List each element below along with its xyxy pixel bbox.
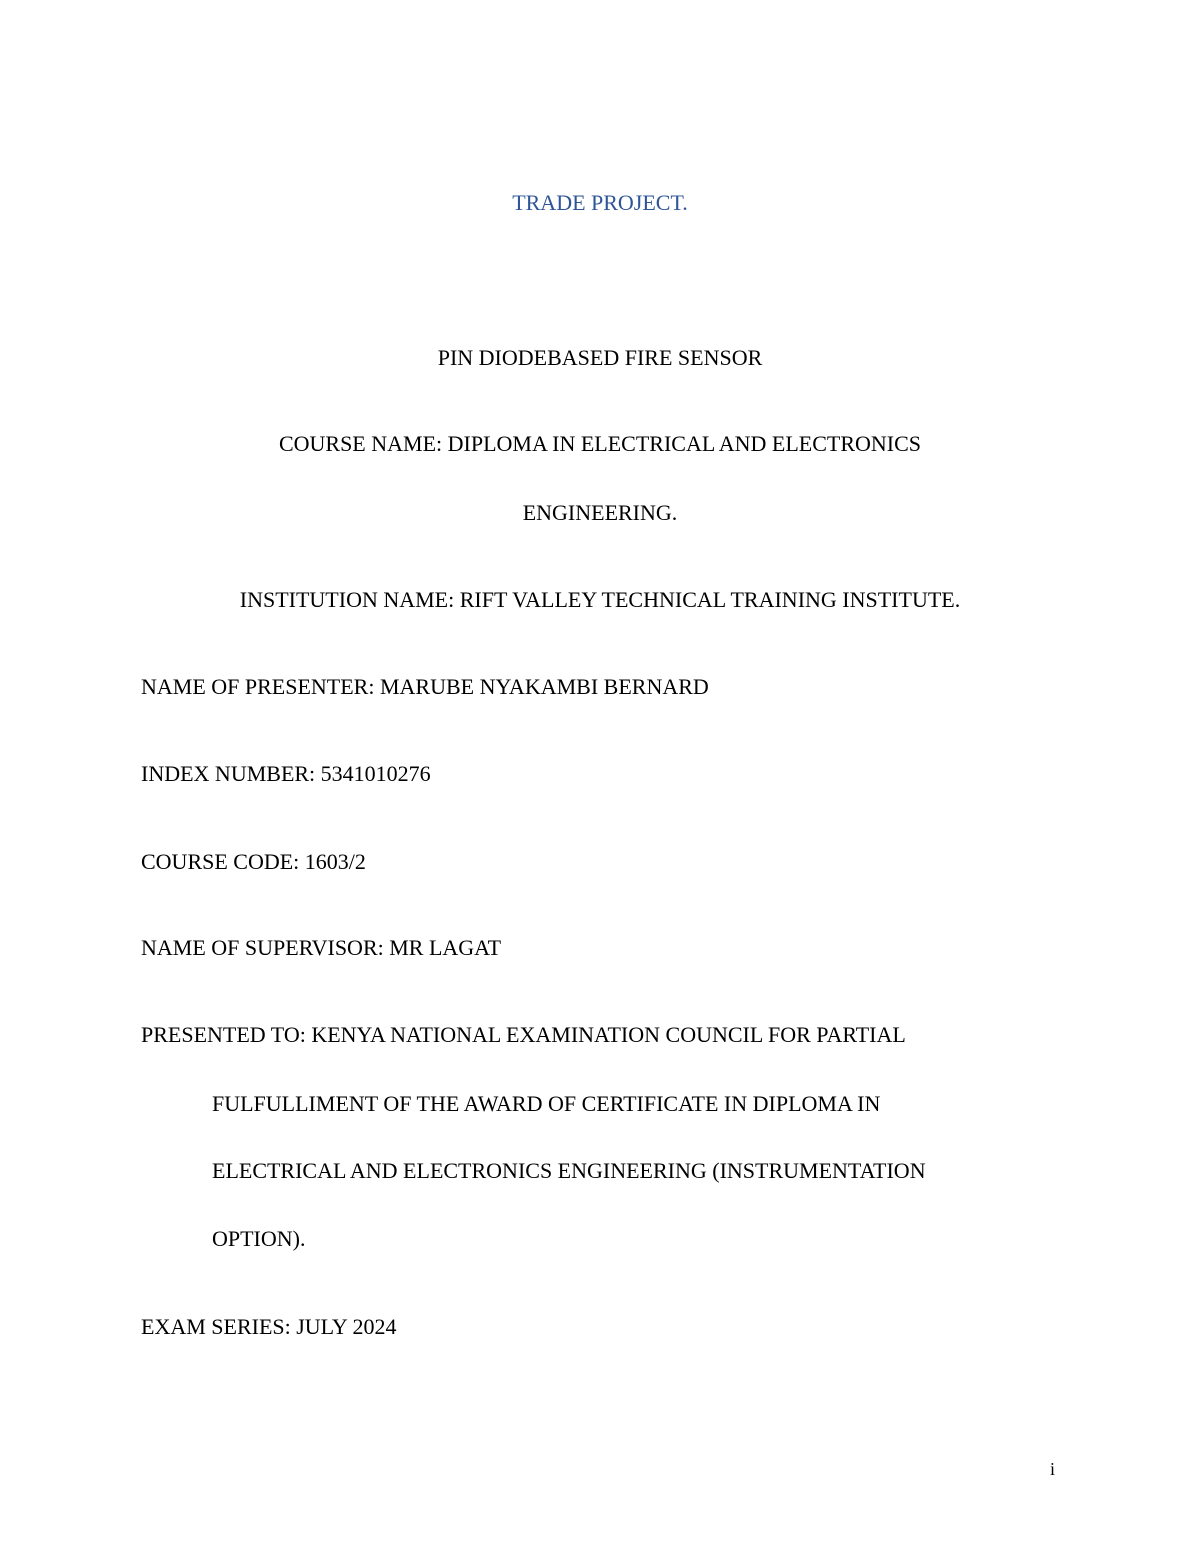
presented-to-line-2: FULFULLIMENT OF THE AWARD OF CERTIFICATE IN DIPLOMA IN — [212, 1091, 881, 1116]
course-code: COURSE CODE: 1603/2 — [141, 849, 366, 874]
presenter-name: NAME OF PRESENTER: MARUBE NYAKAMBI BERNARD — [141, 674, 709, 699]
exam-series: EXAM SERIES: JULY 2024 — [141, 1314, 397, 1339]
project-title: PIN DIODEBASED FIRE SENSOR — [437, 345, 763, 370]
document-heading: TRADE PROJECT. — [512, 190, 688, 215]
institution-name: INSTITUTION NAME: RIFT VALLEY TECHNICAL TRAINING INSTITUTE. — [239, 587, 961, 612]
presented-to-line-4: OPTION). — [212, 1226, 306, 1251]
presented-to-line-3: ELECTRICAL AND ELECTRONICS ENGINEERING (INSTRUMENTATION — [212, 1158, 926, 1183]
course-name-line-2: ENGINEERING. — [522, 500, 678, 525]
supervisor-name: NAME OF SUPERVISOR: MR LAGAT — [141, 935, 502, 960]
index-number: INDEX NUMBER: 5341010276 — [141, 761, 431, 786]
presented-to-line-1: PRESENTED TO: KENYA NATIONAL EXAMINATION COUNCIL FOR PARTIAL — [141, 1022, 906, 1047]
course-name-line-1: COURSE NAME: DIPLOMA IN ELECTRICAL AND ELECTRONICS — [278, 431, 922, 456]
page-number: i — [1050, 1459, 1056, 1479]
